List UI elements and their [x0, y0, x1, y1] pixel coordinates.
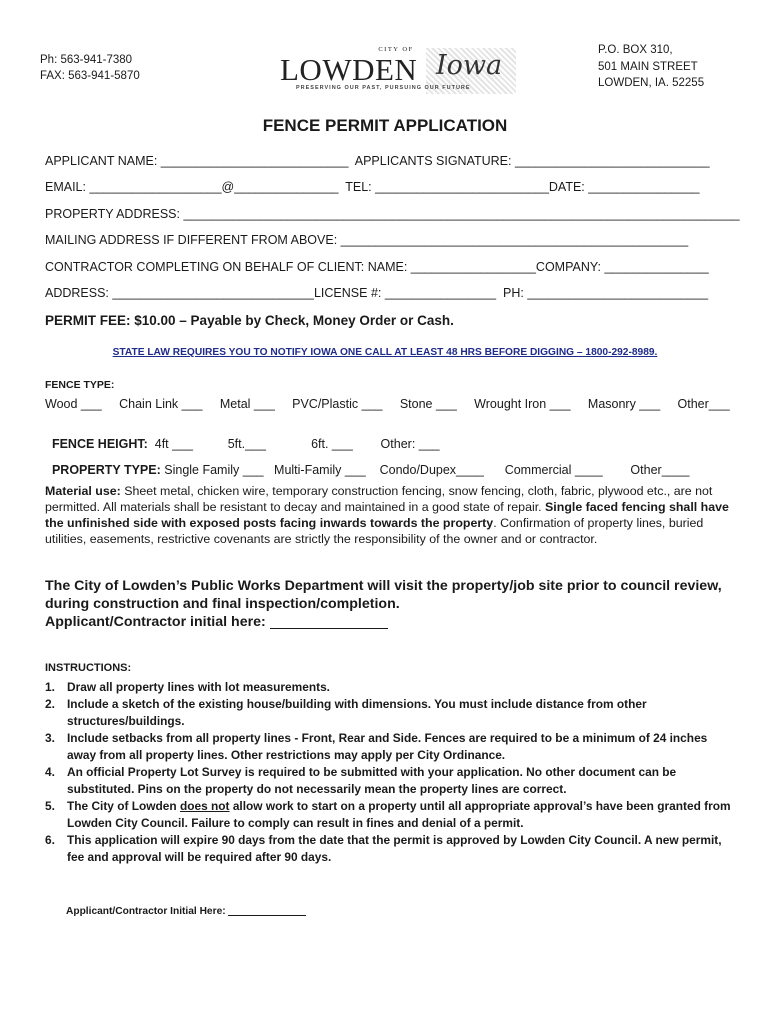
instruction-item [45, 730, 735, 764]
inspection-notice-text: The City of Lowden’s Public Works Department will visit the property/job site prior to council review, during construction and final inspection/completion. [45, 578, 722, 612]
email-tel-date-field[interactable]: EMAIL: ___________________@_______________ TEL: _________________________DATE: ________________ [45, 180, 700, 194]
fence-type-options[interactable]: Wood ___ Chain Link ___ Metal ___ PVC/Plastic ___ Stone ___ Wrought Iron ___ Masonry ___ Other___ [45, 397, 730, 411]
initial-line [45, 613, 735, 631]
fence-type-label: FENCE TYPE: [45, 379, 115, 391]
fence-height-row[interactable] [45, 423, 730, 451]
material-use-label: Material use: [45, 484, 121, 498]
logo-tagline: PRESERVING OUR PAST, PURSUING OUR FUTURE [296, 85, 471, 91]
permit-fee: PERMIT FEE: $10.00 – Payable by Check, Money Order or Cash. [45, 313, 454, 328]
instruction-number: 5. [45, 799, 55, 813]
instruction-number: 2. [45, 697, 55, 711]
instruction-text: Draw all property lines with lot measurements. [67, 680, 330, 694]
property-type-label: PROPERTY TYPE: [51, 463, 161, 477]
fax-number: FAX: 563-941-5870 [40, 70, 140, 82]
applicant-name-signature-field[interactable]: APPLICANT NAME: ___________________________ APPLICANTS SIGNATURE: ____________________________ [45, 154, 710, 168]
instruction-number: 3. [45, 731, 55, 745]
property-type-row[interactable] [45, 449, 730, 477]
mailing-address-block [598, 42, 704, 92]
fence-height-label: FENCE HEIGHT: [51, 437, 148, 451]
instruction-text: Include setbacks from all property lines - Front, Rear and Side. Fences are required to be a minimum of 24 inches away from all property lines. Other restrictions may apply per City Ordinance. [67, 731, 708, 762]
address-line-1: P.O. BOX 310, [598, 44, 673, 56]
instruction-number: 1. [45, 680, 55, 694]
final-initial-label: Applicant/Contractor Initial Here: [66, 906, 229, 917]
material-use-emphasis: Single faced fencing shall have the unfinished side with exposed posts facing inwards towards the property [45, 500, 729, 530]
address-line-3: LOWDEN, IA. 52255 [598, 77, 705, 89]
material-use-text-end: . Confirmation of property lines, buried utilities, easements, restrictive covenants are strictly the responsibility of the owner and or contractor. [45, 516, 704, 546]
page-title: FENCE PERMIT APPLICATION [262, 116, 508, 135]
material-use-text: Sheet metal, chicken wire, temporary construction fencing, snow fencing, cloth, fabric, plywood etc., are not permitted. All materials shall be resistant to decay and maintained in a good state of repair. [45, 484, 713, 514]
final-initial-input[interactable] [228, 904, 306, 916]
contractor-address-license-field[interactable]: ADDRESS: _____________________________LICENSE #: ________________ PH: __________________________ [45, 286, 709, 300]
contractor-name-company-field[interactable]: CONTRACTOR COMPLETING ON BEHALF OF CLIENT: NAME: __________________COMPANY: _______________ [45, 260, 709, 274]
property-type-options[interactable]: Single Family ___ Multi-Family ___ Condo/Dupex____ Commercial ____ Other____ [160, 463, 690, 477]
logo-city-of: CITY OF [378, 46, 414, 53]
instruction-item [45, 679, 735, 696]
instruction-number: 4. [45, 765, 55, 779]
instruction-emphasis: does not [179, 799, 230, 813]
logo-name: LOWDEN [280, 52, 418, 87]
city-logo [276, 46, 516, 96]
instruction-text: The City of Lowden [67, 799, 180, 813]
address-line-2: 501 MAIN STREET [598, 60, 698, 73]
inspection-notice [45, 577, 735, 631]
dig-notice: STATE LAW REQUIRES YOU TO NOTIFY IOWA ONE CALL AT LEAST 48 HRS BEFORE DIGGING – 1800-292-8989. [112, 347, 658, 358]
instruction-text: This application will expire 90 days from the date that the permit is approved by Lowden City Council. A new permit, fee and approval will be required after 90 days. [67, 833, 722, 864]
logo-state: Iowa [436, 50, 503, 81]
instruction-number: 6. [45, 833, 55, 847]
property-address-field[interactable]: PROPERTY ADDRESS: ________________________________________________________________________________ [45, 207, 740, 221]
contact-phone-fax [40, 52, 140, 84]
instruction-item [45, 764, 735, 798]
material-use-paragraph [45, 483, 730, 547]
instruction-text-end: allow work to start on a property until all appropriate approval’s have been granted from Lowden City Council. Failure to comply can result in fines and denial of a permit. [67, 799, 731, 830]
instruction-text: An official Property Lot Survey is required to be submitted with your application. No other document can be substituted. Pins on the property do not necessarily mean the property lines are correct. [67, 765, 677, 796]
mailing-address-field[interactable]: MAILING ADDRESS IF DIFFERENT FROM ABOVE: __________________________________________________ [45, 233, 689, 247]
final-initial-line [66, 904, 306, 917]
instruction-item [45, 696, 735, 730]
instructions-list [45, 679, 735, 866]
phone-number: Ph: 563-941-7380 [40, 54, 133, 66]
instructions-heading: INSTRUCTIONS: [45, 662, 132, 674]
initial-label: Applicant/Contractor initial here: [45, 614, 270, 630]
initial-input[interactable] [270, 614, 388, 629]
instruction-item [45, 832, 735, 866]
fence-height-options[interactable]: 4ft ___ 5ft.___ 6ft. ___ Other: ___ [147, 437, 440, 451]
instruction-item [45, 798, 735, 832]
instruction-text: Include a sketch of the existing house/building with dimensions. You must include distance from other structures/buildings. [67, 697, 647, 728]
